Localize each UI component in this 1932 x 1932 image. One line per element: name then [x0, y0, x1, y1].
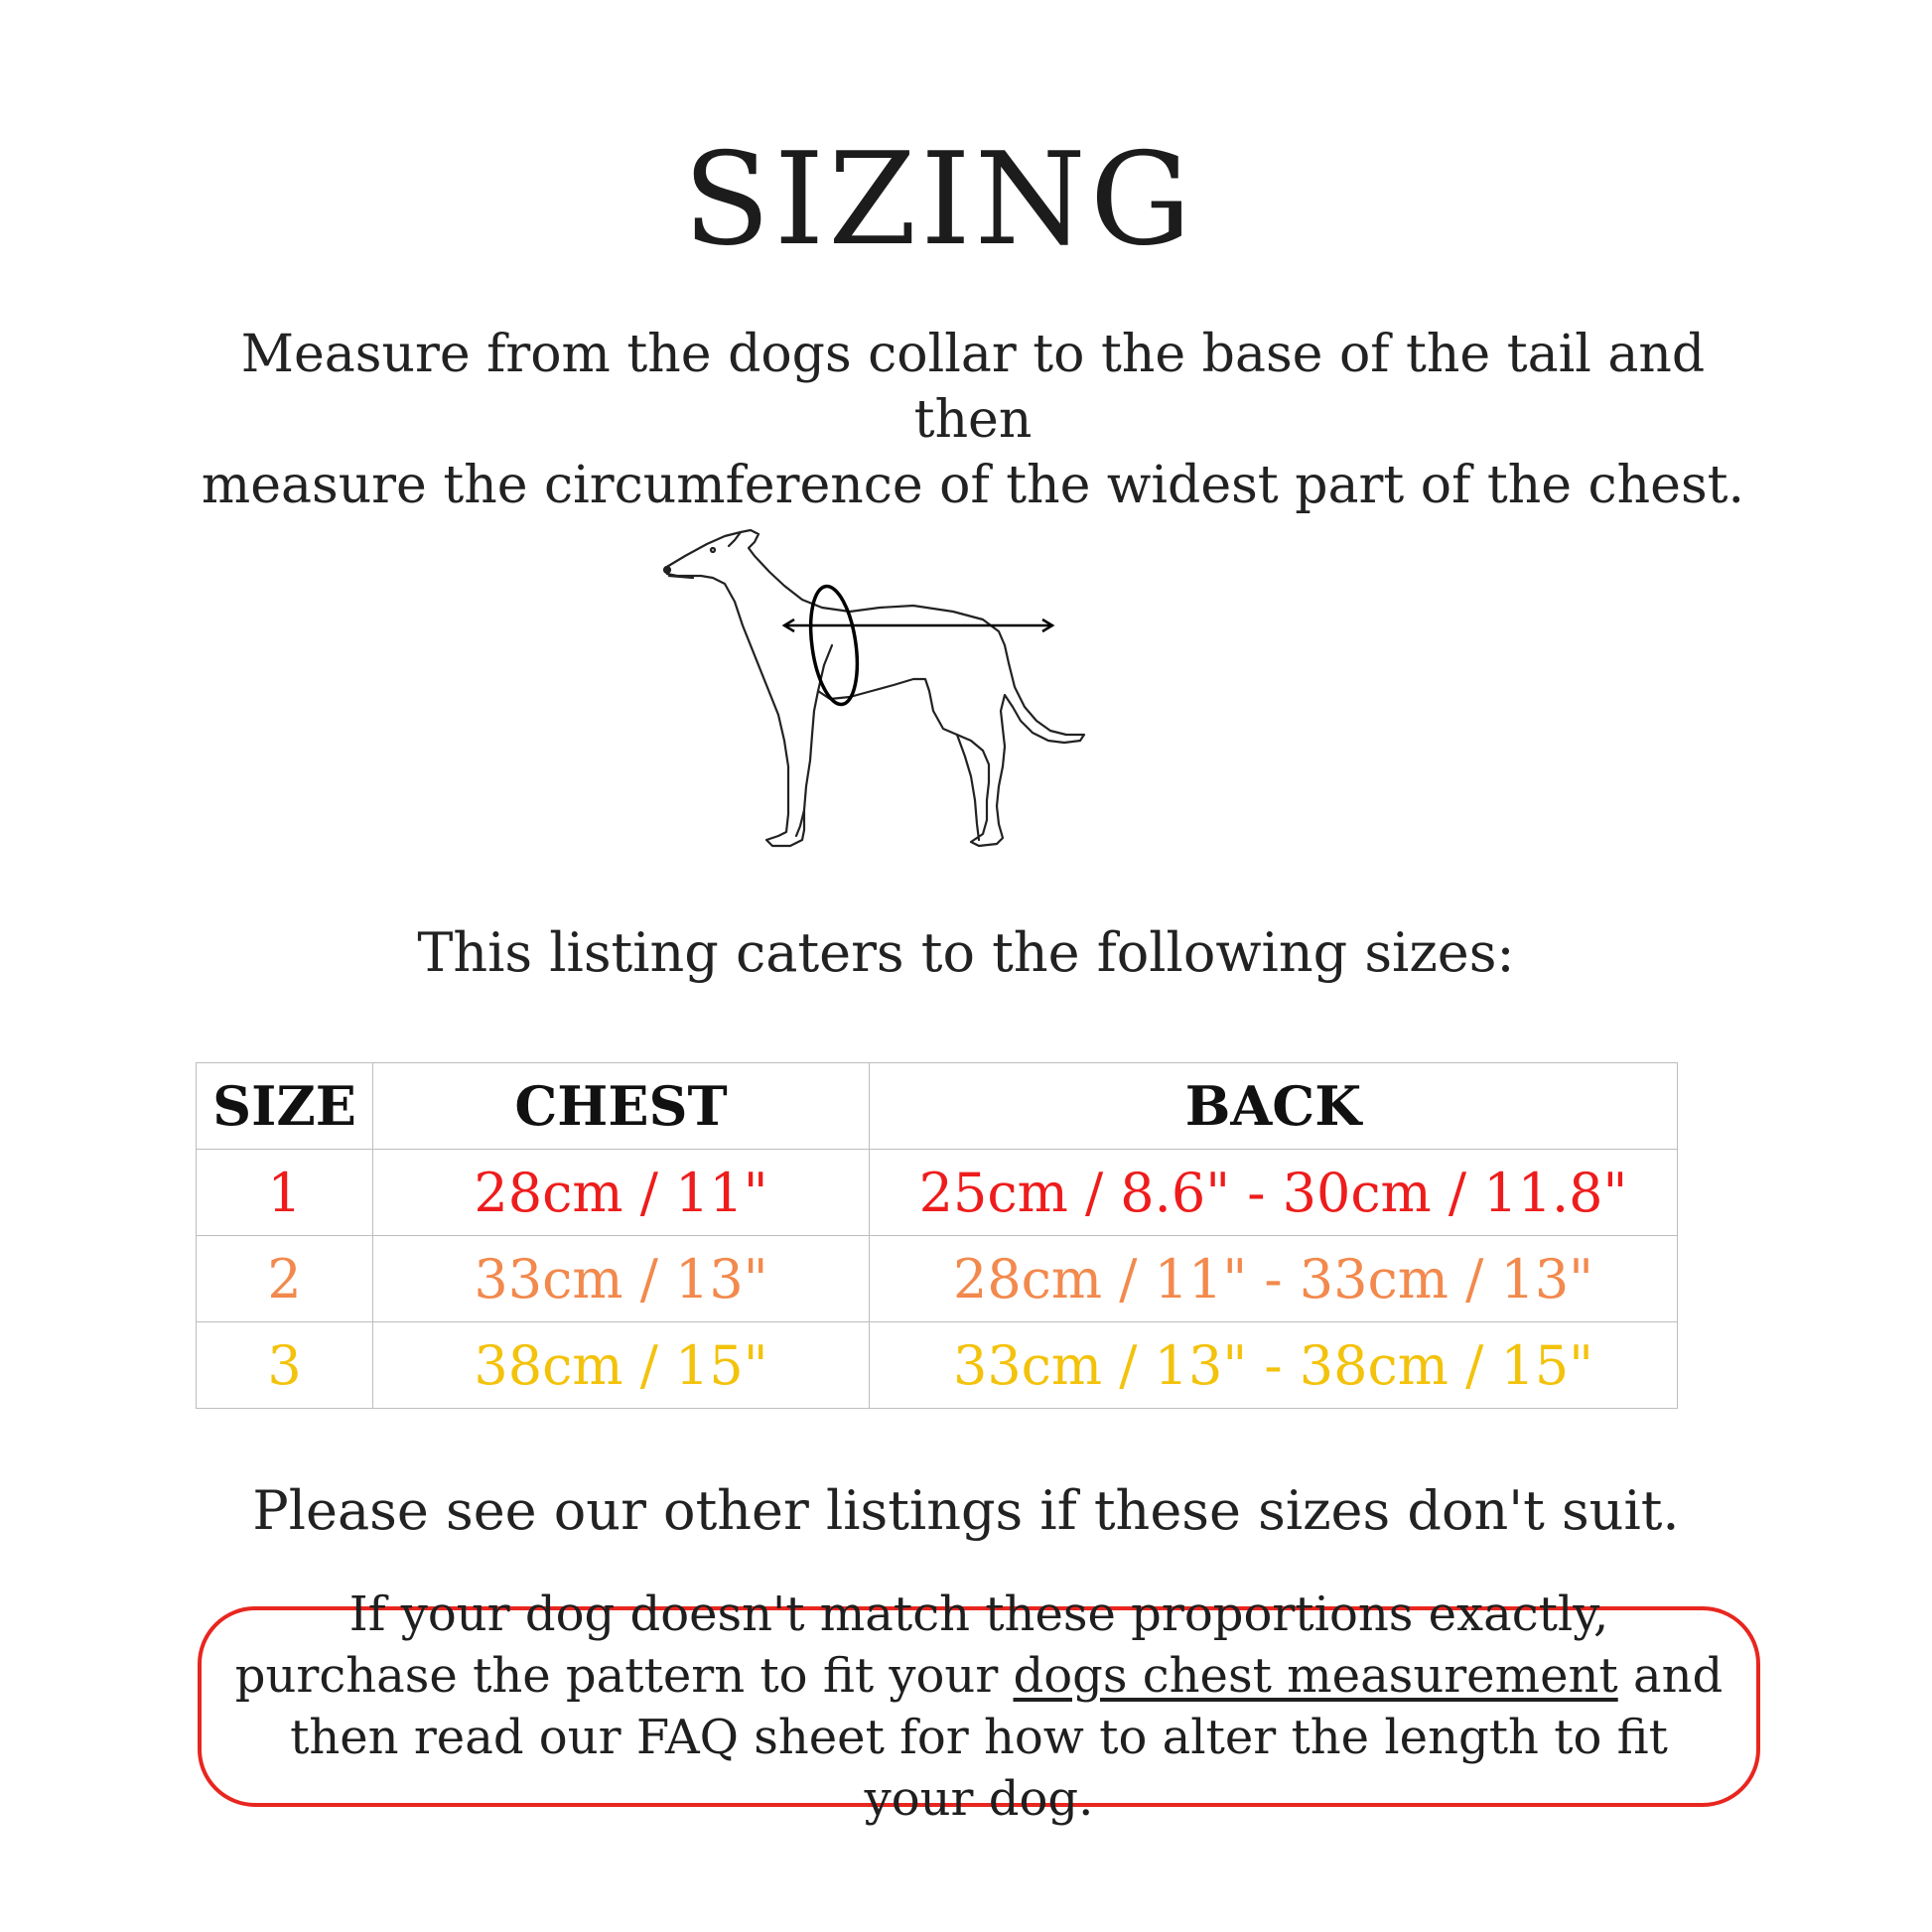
table-header-row — [197, 1063, 1678, 1150]
cell-chest: 38cm / 15" — [373, 1322, 870, 1409]
other-listings-note: Please see our other listings if these sizes don't suit. — [252, 1479, 1680, 1542]
page-title: SIZING — [683, 126, 1195, 274]
table-row — [197, 1236, 1678, 1322]
cell-back: 25cm / 8.6" - 30cm / 11.8" — [870, 1150, 1678, 1236]
table-row — [197, 1322, 1678, 1409]
cell-size: 3 — [197, 1322, 373, 1409]
table-row — [197, 1150, 1678, 1236]
intro-line-1: Measure from the dogs collar to the base of the tail and then — [240, 325, 1706, 450]
header-back: BACK — [870, 1063, 1678, 1150]
intro-line-2: measure the circumference of the widest part of the chest. — [201, 456, 1745, 515]
greyhound-illustration-icon — [655, 516, 1211, 884]
back-length-arrow — [784, 620, 1052, 631]
cell-size: 2 — [197, 1236, 373, 1322]
cell-chest: 33cm / 13" — [373, 1236, 870, 1322]
sizes-intro: This listing caters to the following sizes: — [417, 921, 1515, 984]
chest-circumference-marker — [804, 584, 864, 708]
faq-notice-text — [231, 1584, 1726, 1830]
header-size: SIZE — [197, 1063, 373, 1150]
dog-outline — [665, 530, 1084, 846]
cell-size: 1 — [197, 1150, 373, 1236]
cell-back: 28cm / 11" - 33cm / 13" — [870, 1236, 1678, 1322]
faq-text-part1: If your dog doesn't match these proportions exactly, purchase the pattern to fit your — [234, 1587, 1609, 1704]
cell-chest: 28cm / 11" — [373, 1150, 870, 1236]
faq-notice-box — [198, 1587, 1760, 1827]
size-table — [196, 1062, 1678, 1409]
cell-back: 33cm / 13" - 38cm / 15" — [870, 1322, 1678, 1409]
measure-instructions — [179, 322, 1767, 518]
faq-text-part2: and then read our FAQ sheet for how to alter the length to fit your dog. — [290, 1648, 1724, 1827]
chest-measurement-link[interactable]: dogs chest measurement — [1013, 1648, 1618, 1704]
header-chest: CHEST — [373, 1063, 870, 1150]
